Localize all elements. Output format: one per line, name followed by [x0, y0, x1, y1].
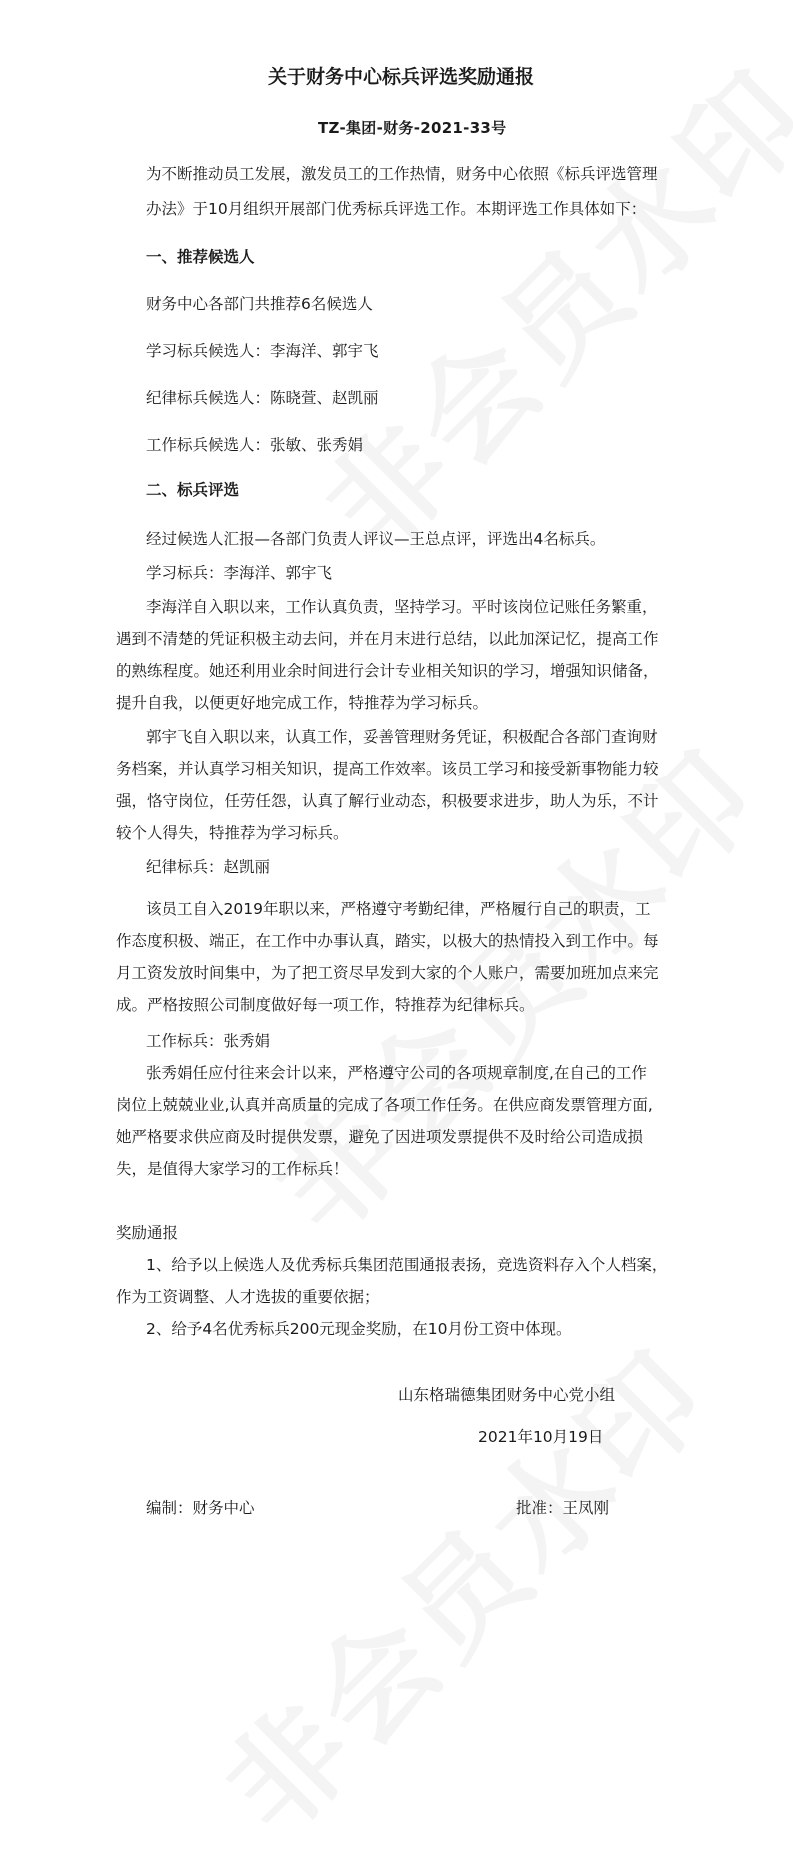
study-para1-line: 遇到不清楚的凭证积极主动去问，并在月末进行总结，以此加深记忆，提高工作 [116, 630, 659, 648]
document-title: 关于财务中心标兵评选奖励通报 [268, 66, 535, 88]
study-award-label: 学习标兵：李海洋、郭宇飞 [146, 564, 333, 582]
discipline-para-line: 作态度积极、端正，在工作中办事认真，踏实，以极大的热情投入到工作中。每 [116, 932, 659, 950]
footer-approver: 批准：王凤刚 [516, 1499, 610, 1517]
footer-editor: 编制：财务中心 [146, 1499, 255, 1517]
section2-heading: 二、标兵评选 [146, 481, 240, 499]
study-para2-line: 强，恪守岗位，任劳任怨，认真了解行业动态，积极要求进步，助人为乐，不计 [116, 792, 659, 810]
reward-item1-line: 1、给予以上候选人及优秀标兵集团范围通报表扬，竞选资料存入个人档案， [146, 1256, 668, 1274]
work-para-line: 失，是值得大家学习的工作标兵！ [116, 1160, 349, 1178]
signature-date: 2021年10月19日 [478, 1428, 604, 1446]
reward-item1-line: 作为工资调整、人才选拔的重要依据； [116, 1288, 380, 1306]
reward-heading: 奖励通报 [116, 1224, 179, 1242]
study-para2-line: 较个人得失，特推荐为学习标兵。 [116, 824, 349, 842]
study-para1-line: 的熟练程度。她还利用业余时间进行会计专业相关知识的学习，增强知识储备， [116, 662, 659, 680]
section1-line: 财务中心各部门共推荐6名候选人 [146, 295, 373, 313]
section1-line: 学习标兵候选人：李海洋、郭宇飞 [146, 342, 379, 360]
section1-line: 纪律标兵候选人：陈晓萱、赵凯丽 [146, 389, 379, 407]
discipline-para-line: 月工资发放时间集中，为了把工资尽早发到大家的个人账户，需要加班加点来完 [116, 964, 659, 982]
section1-line: 工作标兵候选人：张敏、张秀娟 [146, 436, 364, 454]
discipline-para-line: 该员工自入2019年职以来，严格遵守考勤纪律，严格履行自己的职责，工 [146, 900, 651, 918]
work-para-line: 她严格要求供应商及时提供发票，避免了因进项发票提供不及时给公司造成损 [116, 1128, 644, 1146]
work-award-label: 工作标兵：张秀娟 [146, 1032, 271, 1050]
section1-heading: 一、推荐候选人 [146, 248, 255, 266]
intro-line: 办法》于10月组织开展部门优秀标兵评选工作。本期评选工作具体如下： [146, 200, 647, 218]
selection-process: 经过候选人汇报—各部门负责人评议—王总点评，评选出4名标兵。 [146, 530, 606, 548]
document-number: TZ-集团-财务-2021-33号 [318, 119, 507, 137]
study-para1-line: 提升自我，以便更好地完成工作，特推荐为学习标兵。 [116, 694, 489, 712]
intro-line: 为不断推动员工发展，激发员工的工作热情，财务中心依照《标兵评选管理 [146, 165, 658, 183]
study-para1-line: 李海洋自入职以来，工作认真负责，坚持学习。平时该岗位记账任务繁重， [146, 598, 658, 616]
study-para2-line: 郭宇飞自入职以来，认真工作，妥善管理财务凭证，积极配合各部门查询财 [146, 728, 658, 746]
reward-item2: 2、给予4名优秀标兵200元现金奖励，在10月份工资中体现。 [146, 1320, 572, 1338]
discipline-para-line: 成。严格按照公司制度做好每一项工作，特推荐为纪律标兵。 [116, 996, 535, 1014]
work-para-line: 岗位上兢兢业业,认真并高质量的完成了各项工作任务。在供应商发票管理方面, [116, 1096, 653, 1114]
study-para2-line: 务档案，并认真学习相关知识，提高工作效率。该员工学习和接受新事物能力较 [116, 760, 659, 778]
discipline-award-label: 纪律标兵：赵凯丽 [146, 858, 271, 876]
work-para-line: 张秀娟任应付往来会计以来，严格遵守公司的各项规章制度,在自己的工作 [146, 1064, 647, 1082]
signature-org: 山东格瑞德集团财务中心党小组 [398, 1386, 616, 1404]
